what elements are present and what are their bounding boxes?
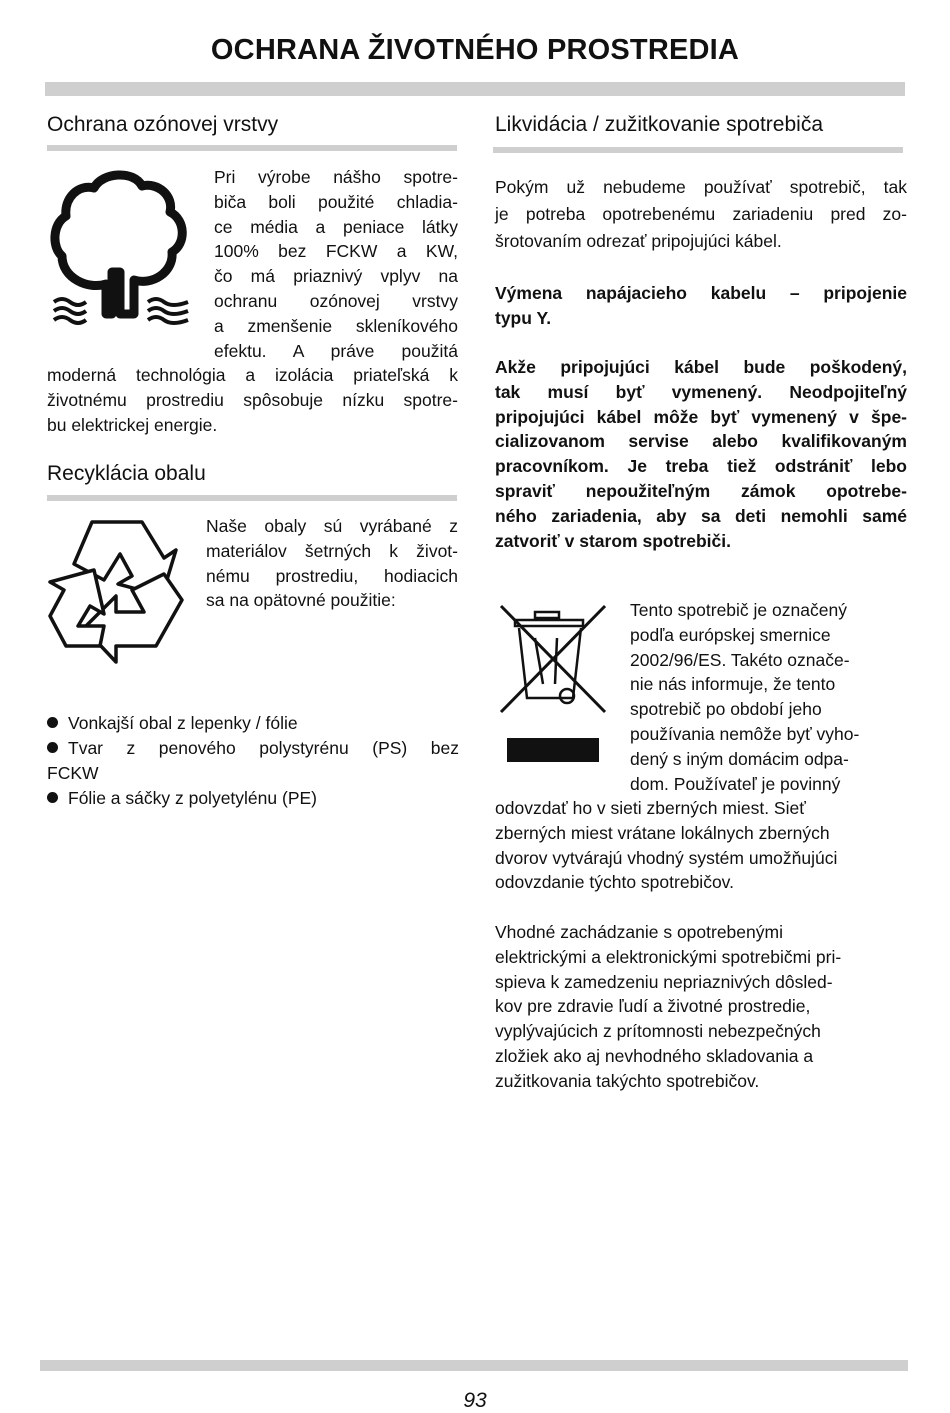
disposal-intro xyxy=(495,174,907,255)
text-line: a zmenšenie skleníkového xyxy=(214,315,458,336)
weee-text-wrapped xyxy=(630,598,900,796)
text-line: Tento spotrebič je označený xyxy=(630,600,847,620)
page-title: OCHRANA ŽIVOTNÉHO PROSTREDIA xyxy=(210,34,740,66)
text-line: Pri výrobe nášho spotre- xyxy=(214,167,458,187)
recycling-heading-underline xyxy=(47,495,457,501)
text-line: spraviť nepoužiteľným zámok opotrebe- xyxy=(495,480,907,501)
text-line: vyplývajúcich z prítomnosti nebezpečných xyxy=(495,1021,821,1042)
text-line: čo má priaznivý vplyv na xyxy=(214,266,458,287)
text-line: Pokým už nebudeme používať spotrebič, tak xyxy=(495,177,907,197)
text-line: Vhodné zachádzanie s opotrebenými xyxy=(495,922,783,942)
text-line: zužitkovania takýchto spotrebičov. xyxy=(495,1070,760,1091)
closing-paragraph xyxy=(495,920,907,1094)
text-line: pracovníkom. Je treba tiež odstrániť lebo xyxy=(495,456,907,477)
bullet-text: FCKW xyxy=(47,763,99,783)
text-line: dom. Používateľ je povinný xyxy=(630,773,841,794)
bullet-item xyxy=(47,786,459,811)
text-line: biča boli použité chladia- xyxy=(214,191,458,212)
text-line: zložiek ako aj nevhodného skladovania a xyxy=(495,1045,814,1066)
text-line: moderná technológia a izolácia priateľská k xyxy=(47,365,458,385)
text-line: dený s iným domácim odpa- xyxy=(630,748,849,769)
bullet-item xyxy=(47,711,459,736)
weee-text-full xyxy=(495,796,907,895)
text-line: pripojujúci kábel môže byť vymenený v špe- xyxy=(495,406,907,427)
text-line: ochranu ozónovej vrstvy xyxy=(214,290,458,311)
text-line: sa na opätovné použitie: xyxy=(206,590,396,611)
disposal-heading: Likvidácia / zužitkovanie spotrebiča xyxy=(495,113,824,136)
text-line: podľa európskej smernice xyxy=(630,624,831,645)
page-number: 93 xyxy=(463,1389,487,1412)
ozone-text-full xyxy=(47,363,458,437)
text-line: zberných miest vrátane lokálnych zberných xyxy=(495,822,830,843)
recycle-arrows-icon xyxy=(46,516,192,666)
bullet-continuation xyxy=(47,761,459,786)
text-line: nie nás informuje, že tento xyxy=(630,674,836,695)
recycling-heading: Recyklácia obalu xyxy=(47,462,206,485)
text-line: cializovanom servise alebo kvalifikovaným xyxy=(495,431,907,452)
text-line: ce média a peniace látky xyxy=(214,216,458,237)
text-line: tak musí byť vymenený. Neodpojiteľný xyxy=(495,381,907,402)
bullet-dot-icon xyxy=(47,742,58,753)
text-line: používania nemôže byť vyho- xyxy=(630,723,860,744)
text-line: efektu. A práve použitá xyxy=(214,340,458,361)
bottom-divider xyxy=(40,1360,908,1371)
text-line: kov pre zdravie ľudí a životné prostredie, xyxy=(495,996,811,1017)
text-line: dvorov vytvárajú vhodný systém umožňujúci xyxy=(495,847,838,868)
recycling-text xyxy=(206,514,458,613)
text-line: elektrickými a elektronickými spotrebičmi pri- xyxy=(495,946,842,967)
bullet-item xyxy=(47,736,459,761)
bullet-dot-icon xyxy=(47,792,58,803)
bullet-text: Fólie a sáčky z polyetylénu (PE) xyxy=(68,788,317,808)
bullet-text: Tvar z penového polystyrénu (PS) bez xyxy=(68,738,459,758)
text-line: ného zariadenia, aby sa deti nemohli samé xyxy=(495,505,907,526)
cable-heading xyxy=(495,281,907,331)
text-line: odovzdať ho v sieti zberných miest. Sieť xyxy=(495,798,806,818)
text-line: zatvoriť v starom spotrebiči. xyxy=(495,530,731,551)
bullet-dot-icon xyxy=(47,717,58,728)
text-line: Naše obaly sú vyrábané z xyxy=(206,516,458,536)
text-line: je potreba opotrebenému zariadeniu pred zo- xyxy=(495,204,907,224)
text-line: nému prostrediu, hodiacich xyxy=(206,565,458,586)
ozone-heading: Ochrana ozónovej vrstvy xyxy=(47,113,279,136)
cable-warning xyxy=(495,355,907,553)
text-line: spieva k zamedzeniu nepriaznivých dôsled- xyxy=(495,971,833,992)
disposal-heading-underline xyxy=(493,147,903,153)
text-line: Výmena napájacieho kabelu – pripojenie xyxy=(495,283,907,303)
top-divider xyxy=(45,82,905,96)
text-line: bu elektrickej energie. xyxy=(47,414,218,435)
tree-water-icon xyxy=(48,168,194,332)
text-line: materiálov šetrných k život- xyxy=(206,540,458,561)
text-line: šrotovaním odrezať pripojujúci kábel. xyxy=(495,231,782,251)
text-line: typu Y. xyxy=(495,307,552,328)
text-line: Akže pripojujúci kábel bude poškodený, xyxy=(495,357,907,377)
ozone-heading-underline xyxy=(47,145,457,151)
text-line: 2002/96/ES. Takéto označe- xyxy=(630,649,850,670)
text-line: spotrebič po období jeho xyxy=(630,699,822,720)
text-line: odovzdanie týchto spotrebičov. xyxy=(495,872,734,893)
crossed-out-wheelie-bin-icon xyxy=(497,602,609,764)
text-line: životnému prostrediu spôsobuje nízku spotre- xyxy=(47,389,458,410)
text-line: 100% bez FCKW a KW, xyxy=(214,241,458,262)
ozone-text-wrapped xyxy=(214,165,458,363)
bullet-text: Vonkajší obal z lepenky / fólie xyxy=(68,713,298,733)
